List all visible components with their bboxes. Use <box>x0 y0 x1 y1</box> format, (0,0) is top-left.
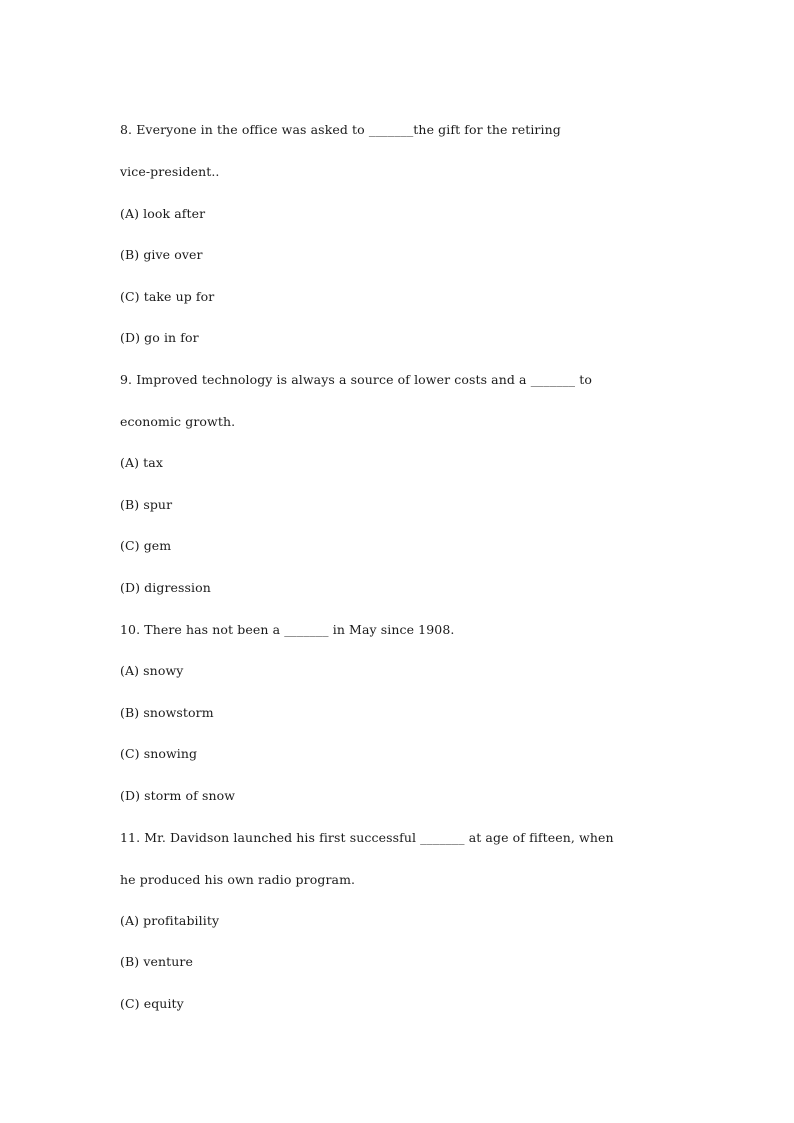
question-9-option-c: (C) gem <box>120 538 172 553</box>
question-11-stem-line1: 11. Mr. Davidson launched his first successful _______ at age of fifteen, when <box>120 830 614 845</box>
question-8-option-c: (C) take up for <box>120 289 215 304</box>
question-8-option-a: (A) look after <box>120 206 206 221</box>
question-10-stem-line1: 10. There has not been a _______ in May since 1908. <box>120 622 455 637</box>
question-8-stem-line2: vice-president.. <box>120 164 220 179</box>
question-9-option-d: (D) digression <box>120 580 211 595</box>
question-9-option-a: (A) tax <box>120 455 163 470</box>
question-11-option-b: (B) venture <box>120 954 193 969</box>
question-10-option-a: (A) snowy <box>120 663 184 678</box>
question-9-option-b: (B) spur <box>120 497 173 512</box>
question-11-option-c: (C) equity <box>120 996 184 1011</box>
question-8-option-b: (B) give over <box>120 247 203 262</box>
question-9-stem-line2: economic growth. <box>120 414 236 429</box>
question-10-option-b: (B) snowstorm <box>120 705 214 720</box>
question-8-stem-line1: 8. Everyone in the office was asked to _______the gift for the retiring <box>120 122 561 137</box>
question-11-stem-line2: he produced his own radio program. <box>120 872 356 887</box>
question-8-option-d: (D) go in for <box>120 330 199 345</box>
question-10-option-c: (C) snowing <box>120 746 198 761</box>
question-11-option-a: (A) profitability <box>120 913 220 928</box>
question-9-stem-line1: 9. Improved technology is always a source of lower costs and a _______ to <box>120 372 592 387</box>
question-10-option-d: (D) storm of snow <box>120 788 236 803</box>
